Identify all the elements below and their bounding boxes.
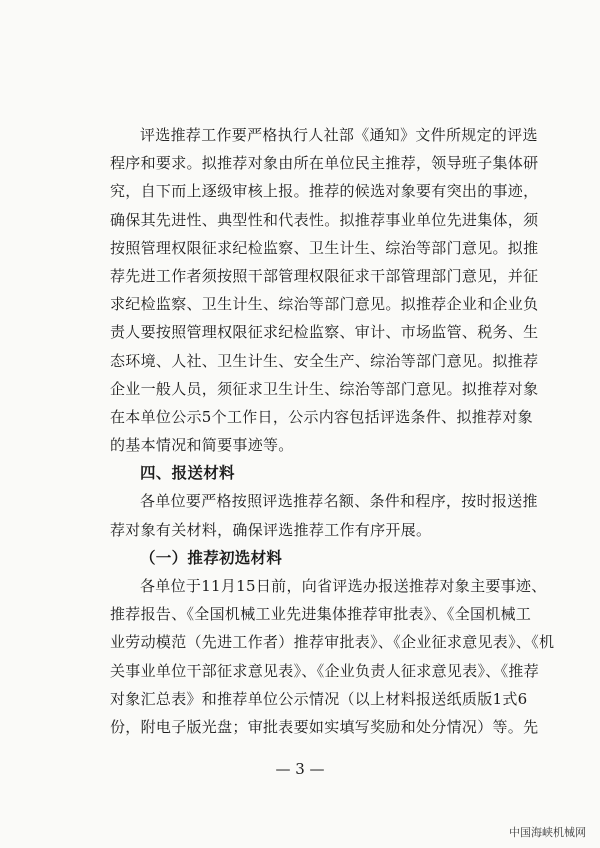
paragraph-line: 的基本情况和简要事迹等。 [110,436,294,455]
page-number: — 3 — [275,760,325,778]
paragraph-line: 求纪检监察、卫生计生、综治等部门意见。拟推荐企业和企业负 [110,295,539,314]
paragraph-line: 份，附电子版光盘；审批表要如实填写奖励和处分情况）等。先 [110,717,539,736]
body-text [110,121,555,741]
paragraph-line: 在本单位公示5个工作日，公示内容包括评选条件、拟推荐对象 [110,407,533,426]
paragraph-line: 责人要按照管理权限征求纪检监察、审计、市场监管、税务、生 [110,323,539,342]
paragraph-line: 荐先进工作者须按照干部管理权限征求干部管理部门意见，并征 [110,266,539,285]
paragraph-line: 荐对象有关材料，确保评选推荐工作有序开展。 [110,520,432,539]
paragraph-line: 关事业单位干部征求意见表》、《企业负责人征求意见表》、《推荐 [110,661,540,680]
paragraph-line: 各单位要严格按照评选推荐名额、条件和程序，按时报送推 [140,492,538,511]
paragraph-line: 程序和要求。拟推荐对象由所在单位民主推荐，领导班子集体研 [110,154,539,173]
paragraph-line: 各单位于11月15日前，向省评选办报送推荐对象主要事迹、 [140,577,547,595]
paragraph-line: 态环境、人社、卫生计生、安全生产、综治等部门意见。拟推荐 [110,351,539,370]
subsection-heading: （一）推荐初选材料 [140,547,283,567]
paragraph-line: 评选推荐工作要严格执行人社部《通知》文件所规定的评选 [140,126,538,144]
paragraph-line: 对象汇总表》和推荐单位公示情况（以上材料报送纸质版1式6 [110,689,528,708]
paragraph-line: 业劳动模范（先进工作者）推荐审批表》、《企业征求意见表》、《机 [110,633,555,652]
paragraph-line: 究，自下而上逐级审核上报。推荐的候选对象要有突出的事迹， [110,182,539,201]
paragraph-line: 确保其先进性、典型性和代表性。拟推荐事业单位先进集体，须 [110,210,539,229]
site-watermark: 中国海峡机械网 [509,826,586,839]
paragraph-line: 企业一般人员，须征求卫生计生、综治等部门意见。拟推荐对象 [110,379,539,398]
section-heading: 四、报送材料 [140,463,235,483]
paragraph-line: 按照管理权限征求纪检监察、卫生计生、综治等部门意见。拟推 [110,238,539,257]
paragraph-line: 推荐报告、《全国机械工业先进集体推荐审批表》、《全国机械工 [110,605,532,624]
